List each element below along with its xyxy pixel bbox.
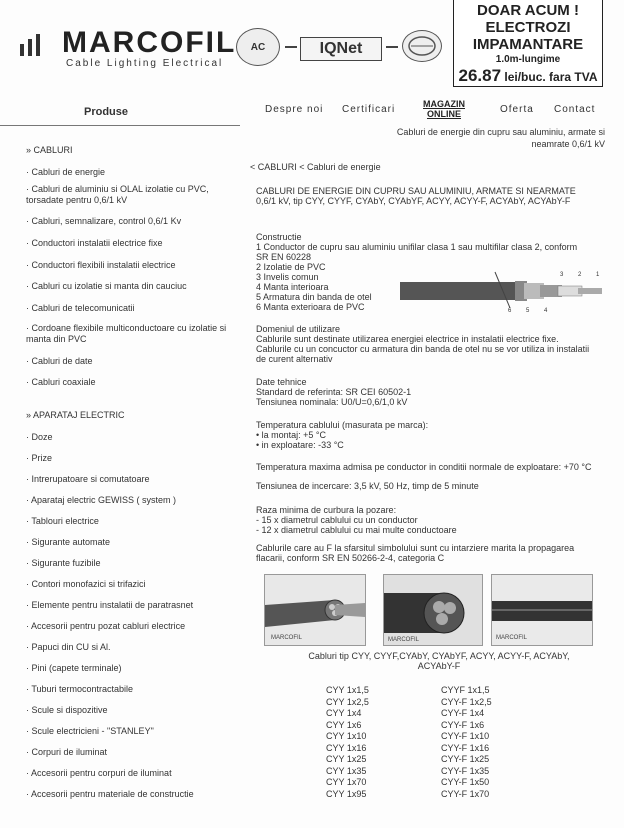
tech-line: Tensiunea nominala: U0/U=0,6/1,0 kV <box>256 397 408 407</box>
certification-seal-icon <box>402 30 442 62</box>
radius-line: - 15 x diametrul cablului cu un conductor <box>256 515 418 525</box>
sidebar-category-cabluri[interactable]: » CABLURI <box>26 145 73 155</box>
temp-line: • la montaj: +5 °C <box>256 430 327 440</box>
cable-type-item[interactable]: CYY 1x35 <box>326 765 367 776</box>
construction-item: 5 Armatura din banda de otel <box>256 292 372 302</box>
cable-type-item[interactable]: CYY 1x10 <box>326 731 367 741</box>
sidebar-item[interactable]: · Conductori instalatii electrice fixe <box>26 238 163 248</box>
cable-type-item[interactable]: CYY 1x4 <box>326 708 362 718</box>
sidebar-item[interactable]: · Aparataj electric GEWISS ( system ) <box>26 495 177 505</box>
sidebar-item[interactable]: · Intrerupatoare si comutatoare <box>26 474 150 484</box>
promo-headline: DOAR ACUM ! <box>477 2 579 19</box>
cable-type-item[interactable]: CYY-F 1x10 <box>441 731 490 741</box>
cable-type-item[interactable]: CYY-F 1x6 <box>441 719 485 730</box>
cable-type-item[interactable]: CYY-F 1x70 <box>441 788 490 799</box>
fig-label: 2 <box>578 272 582 278</box>
sidebar-item[interactable]: · Cabluri cu izolatie si manta din cauciuc <box>26 281 187 291</box>
ac-certification-badge: AC <box>236 28 280 66</box>
sidebar-item[interactable]: · Cabluri de date <box>26 356 93 366</box>
nav-products[interactable]: Produse <box>84 106 129 118</box>
iqnet-certification-badge: IQNet <box>300 37 382 61</box>
cable-type-item[interactable]: CYY 1x1,5 <box>326 685 369 695</box>
usage-heading: Domeniul de utilizare <box>256 324 341 334</box>
sidebar-item[interactable]: · Accesorii pentru pozat cabluri electrice <box>26 621 186 631</box>
nav-divider <box>0 125 240 126</box>
page-title: CABLURI DE ENERGIE DIN CUPRU SAU ALUMINIU, ARMATE SI NEARMATE 0,6/1 kV, tip CYY, CYYF, CYAbY, CYAbYF, ACYY, ACYY-F, ACYAbY, ACYAbY-F <box>256 186 576 206</box>
divider <box>386 46 398 48</box>
cable-type-item[interactable]: CYY-F 1x35 <box>441 765 490 776</box>
sidebar-item[interactable]: · Elemente pentru instalatii de paratrasnet <box>26 600 194 610</box>
sidebar-item[interactable]: · Cabluri de telecomunicatii <box>26 303 135 313</box>
construction-heading: Constructie <box>256 232 302 242</box>
nav-certificates[interactable]: Certificari <box>342 104 396 115</box>
cable-photo[interactable] <box>383 574 483 646</box>
cable-type-item[interactable]: CYYF 1x1,5 <box>441 685 490 695</box>
sidebar-item[interactable]: · Scule si dispozitive <box>26 705 108 715</box>
cable-photo[interactable] <box>491 574 593 646</box>
nav-contact[interactable]: Contact <box>554 104 596 115</box>
tech-heading: Date tehnice <box>256 377 307 387</box>
nav-online-shop[interactable]: MAGAZIN ONLINE <box>423 99 465 119</box>
sidebar-item[interactable]: · Scule electricieni - "STANLEY" <box>26 726 154 736</box>
cable-type-item[interactable]: CYY-F 1x16 <box>441 742 490 753</box>
divider <box>285 46 297 48</box>
fig-label: 5 <box>526 308 530 314</box>
photo-brand-label: MARCOFIL <box>271 635 303 641</box>
temp-heading: Temperatura cablului (masurata pe marca): <box>256 420 429 430</box>
sidebar-item[interactable]: · Cabluri coaxiale <box>26 377 96 387</box>
cable-type-item[interactable]: CYY 1x2,5 <box>326 696 369 707</box>
logo-text[interactable]: MARCOFIL <box>62 26 237 59</box>
cable-type-item[interactable]: CYY 1x6 <box>326 719 362 730</box>
sidebar-item[interactable]: · Tablouri electrice <box>26 516 99 526</box>
fig-label: 1 <box>596 272 600 278</box>
sidebar-item[interactable]: · Pini (capete terminale) <box>26 663 122 673</box>
sidebar-item[interactable]: · Contori monofazici si trifazici <box>26 579 146 589</box>
flame-retardant-text: Cablurile care au F la sfarsitul simbolului sunt cu intarziere marita la propagarea flacarii, conform SR EN 50266-2-4, categoria C <box>256 543 575 563</box>
cable-type-item[interactable]: CYY-F 1x25 <box>441 754 490 764</box>
photo-caption: Cabluri tip CYY, CYYF,CYAbY, CYAbYF, ACYY, ACYY-F, ACYAbY, ACYAbY-F <box>308 651 570 671</box>
construction-item: 6 Manta exterioara de PVC <box>256 302 365 312</box>
breadcrumb[interactable]: < CABLURI < Cabluri de energie <box>250 162 381 172</box>
test-voltage-text: Tensiunea de incercare: 3,5 kV, 50 Hz, timp de 5 minute <box>256 481 479 491</box>
logo-tagline: Cable Lighting Electrical <box>66 58 224 69</box>
cable-type-item[interactable]: CYY-F 1x50 <box>441 777 490 787</box>
cable-type-item[interactable]: CYY 1x25 <box>326 754 367 764</box>
cable-type-item[interactable]: CYY-F 1x2,5 <box>441 696 492 707</box>
sidebar-item[interactable]: · Cordoane flexibile multiconductoare cu izolatie si manta din PVC <box>26 323 227 344</box>
cable-types-right-column <box>441 685 492 800</box>
promo-banner[interactable] <box>453 0 603 87</box>
max-temp-text: Temperatura maxima admisa pe conductor in conditii normale de exploatare: +70 °C <box>256 462 592 472</box>
sidebar-item[interactable]: · Sigurante automate <box>26 537 111 547</box>
nav-about[interactable]: Despre noi <box>265 104 324 115</box>
sidebar-item[interactable]: · Accesorii pentru corpuri de iluminat <box>26 768 172 778</box>
promo-price: 26.87 lei/buc. fara TVA <box>458 66 598 85</box>
cable-cross-section-figure <box>400 268 605 314</box>
cable-type-item[interactable]: CYY 1x70 <box>326 777 367 787</box>
fig-label: 3 <box>560 272 564 278</box>
cable-photo[interactable] <box>264 574 366 646</box>
photo-brand-label: MARCOFIL <box>496 635 528 641</box>
sidebar-item[interactable]: · Cabluri de aluminiu si OLAL izolatie cu PVC, torsadate pentru 0,6/1 kV <box>26 184 209 205</box>
construction-item: 3 Invelis comun <box>256 272 319 282</box>
sidebar-item[interactable]: · Papuci din CU si Al. <box>26 642 111 652</box>
tech-line: Standard de referinta: SR CEI 60502-1 <box>256 387 412 397</box>
sidebar-item[interactable]: · Tuburi termocontractabile <box>26 684 134 694</box>
temp-line: • in exploatare: -33 °C <box>256 440 344 450</box>
usage-text: Cablurile sunt destinate utilizarea energiei electrice in instalatii electrice fixe. Cablurile cu un concuctor cu armatura din banda de otel nu se vor utiliza in instalatii de curent alternativ <box>256 334 590 364</box>
cable-types-left-column <box>326 685 369 800</box>
sidebar-item[interactable]: · Doze <box>26 432 53 442</box>
page-subtitle: Cabluri de energie din cupru sau aluminiu, armate si neamrate 0,6/1 kV <box>396 127 605 149</box>
radius-heading: Raza minima de curbura la pozare: <box>256 505 397 515</box>
sidebar-item[interactable]: · Cabluri de energie <box>26 167 106 177</box>
nav-offer[interactable]: Oferta <box>500 104 534 115</box>
sidebar-item[interactable]: · Sigurante fuzibile <box>26 558 101 568</box>
fig-label: 6 <box>508 308 512 314</box>
cable-type-item[interactable]: CYY-F 1x4 <box>441 708 485 718</box>
promo-line: ELECTROZI <box>485 19 571 36</box>
construction-item: 4 Manta interioara <box>256 282 329 292</box>
promo-line: IMPAMANTARE <box>472 36 584 53</box>
sidebar-item[interactable]: · Accesorii pentru materiale de constructie <box>26 789 194 799</box>
sidebar-item[interactable]: · Prize <box>26 453 53 463</box>
construction-item: 1 Conductor de cupru sau aluminiu unifilar clasa 1 sau multifilar clasa 2, conform SR EN 60228 <box>256 242 578 262</box>
photo-brand-label: MARCOFIL <box>388 637 420 643</box>
sidebar-item[interactable]: · Corpuri de iluminat <box>26 747 108 757</box>
sidebar-category-aparataj[interactable]: » APARATAJ ELECTRIC <box>26 410 125 420</box>
fig-label: 4 <box>544 308 548 314</box>
promo-length: 1.0m-lungime <box>495 54 561 65</box>
radius-line: - 12 x diametrul cablului cu mai multe conductoare <box>256 525 457 535</box>
cable-type-item[interactable]: CYY 1x16 <box>326 742 367 753</box>
sidebar-item[interactable]: · Cabluri, semnalizare, control 0,6/1 Kv <box>26 216 182 226</box>
cable-type-item[interactable]: CYY 1x95 <box>326 788 367 799</box>
construction-item: 2 Izolatie de PVC <box>256 262 326 272</box>
sidebar-item[interactable]: · Conductori flexibili instalatii electrice <box>26 260 176 270</box>
marcofil-logo-icon <box>16 34 60 56</box>
